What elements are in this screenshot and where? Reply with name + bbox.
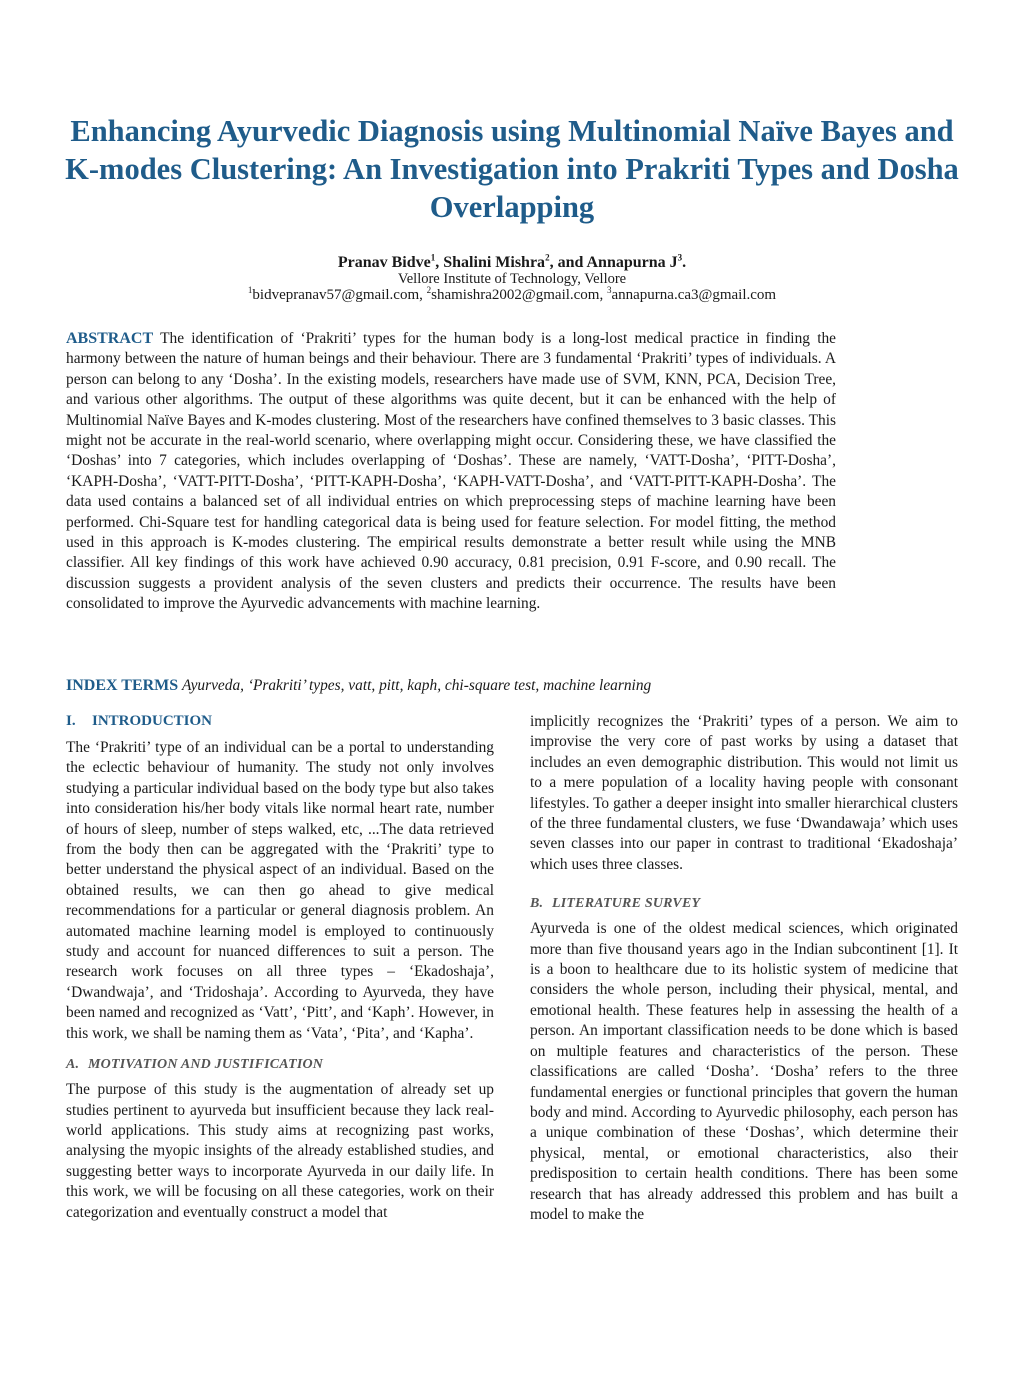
paper-title: Enhancing Ayurvedic Diagnosis using Multinomial Naïve Bayes and K-modes Clustering: An Investigation into Prakriti Types and Dosha Overlapping [65,114,959,224]
email-mark: 2 [426,285,432,295]
email-mark: 3 [606,285,612,295]
author-affiliation-mark: 2 [545,252,550,263]
right-column [530,712,958,1225]
literature-survey-paragraph: Ayurveda is one of the oldest medical sciences, which originated more than five thousand years ago in the Indian subcontinent [1]. It is a boon to healthcare due to its holistic system of medicine that considers the whole person, including their physical, mental, and emotional health. These features help in assessing the health of a person. An important classification needs to be done which is based on multiple features and characteristics of the person. These classifications are called ‘Dosha’. ‘Dosha’ refers to the three fundamental energies or functional principles that govern the human body and mind. According to Ayurvedic philosophy, each person has a unique combination of these ‘Doshas’, which determine their physical, mental, or emotional characteristics, also their predisposition to certain health conditions. There has been some research that has already addressed this problem and has built a model to make the [530,920,958,1223]
abstract [66,329,836,615]
subsection-number: A. [66,1057,80,1073]
motivation-paragraph-continued: implicitly recognizes the ‘Prakriti’ types of a person. We aim to improvise the very core of past works by using a dataset that includes an even demographic distribution. This would not limit us to a mere population of a locality having people with consonant lifestyles. To gather a deeper insight into smaller hierarchical clusters of the three fundamental clusters, we fuse ‘Dwandawaja’ which uses seven classes into our paper in contrast to traditional ‘Ekadoshaja’ which uses three classes. [530,713,958,873]
email-separator: , [599,287,607,303]
motivation-paragraph: The purpose of this study is the augmentation of already set up studies pertinent to ayurveda but insufficient because they lack real-world applications. This study aims at recognizing past works, analysing the myopic insights of the already established studies, and suggesting better ways to incorporate Ayurveda in our daily life. In this work, we will be focusing on all these categories, work on their categorization and eventually construct a model that [66,1081,494,1221]
author-list [60,253,964,273]
motivation-heading [66,1056,494,1074]
email-address: bidvepranav57@gmail.com [252,287,420,303]
author-separator: . [682,254,687,271]
introduction-paragraph: The ‘Prakriti’ type of an individual can be a portal to understanding the eclectic behaviour of humanity. The study not only involves studying a particular individual based on the body type but also takes into consideration his/her body vitals like normal heart rate, number of hours of sleep, number of steps walked, etc, ...The data retrieved from the body then can be aggregated with the ‘Prakriti’ type to better understand the physical aspect of an individual. Based on the obtained results, we can then go ahead to give medical recommendations for a particular or general diagnosis problem. An automated machine learning model is employed to continuously study and account for nuanced differences to suit a person. The research work focuses on all three types – ‘Ekadoshaja’, ‘Dwandwaja’, and ‘Tridoshaja’. According to Ayurveda, they have been named and recognized as ‘Vatt’, ‘Pitt’, and ‘Kaph’. However, in this work, we shall be naming them as ‘Vata’, ‘Pita’, and ‘Kapha’. [66,739,494,1042]
literature-survey-heading [530,895,958,913]
email-address: annapurna.ca3@gmail.com [611,287,777,303]
section-title: INTRODUCTION [92,713,213,729]
index-terms [66,676,836,696]
author-separator: , [435,254,444,271]
introduction-heading [66,712,494,730]
abstract-text: The identification of ‘Prakriti’ types for the human body is a long-lost medical practice in finding the harmony between the nature of human beings and their behaviour. There are 3 fundamental ‘Prakriti’ types of individuals. A person can belong to any ‘Dosha’. In the existing models, researchers have made use of SVM, KNN, PCA, Decision Tree, and various other algorithms. The output of these algorithms was quite decent, but it can be enhanced with the help of Multinomial Naïve Bayes and K-modes clustering. Most of the researchers have confined themselves to 3 basic classes. This might not be accurate in the real-world scenario, where overlapping might occur. Considering these, we have classified the ‘Doshas’ into 7 categories, which includes overlapping of ‘Doshas’. These are namely, ‘VATT-Dosha’, ‘PITT-Dosha’, ‘KAPH-Dosha’, ‘VATT-PITT-Dosha’, ‘PITT-KAPH-Dosha’, ‘KAPH-VATT-Dosha’, and ‘VATT-PITT-KAPH-Dosha’. The data used contains a balanced set of all individual entries on which preprocessing steps of machine learning have been performed. Chi-Square test for handling categorical data is being used for feature selection. For model fitting, the method used in this approach is K-modes clustering. The empirical results demonstrate a better result while using the MNB classifier. All key findings of this work have achieved 0.90 accuracy, 0.81 precision, 0.91 F-score, and 0.90 recall. The discussion suggests a provident analysis of the seven clusters and predicts their occurrence. The results have been consolidated to improve the Ayurvedic advancements with machine learning. [66,330,836,613]
subsection-title: MOTIVATION AND JUSTIFICATION [88,1057,324,1073]
subsection-number: B. [530,896,544,912]
author-name: Annapurna J [586,254,678,271]
index-terms-text: Ayurveda, ‘Prakriti’ types, vatt, pitt, kaph, chi-square test, machine learning [182,677,652,694]
email-list [60,286,964,304]
subsection-title: LITERATURE SURVEY [552,896,701,912]
affiliation: Vellore Institute of Technology, Vellore [397,271,627,287]
index-terms-heading: INDEX TERMS [66,677,179,694]
author-affiliation-mark: 1 [430,252,436,263]
email-mark: 1 [247,285,253,295]
author-name: Shalini Mishra [443,254,546,271]
author-separator: , and [549,254,587,271]
email-separator: , [419,287,427,303]
email-address: shamishra2002@gmail.com [431,287,600,303]
author-affiliation-mark: 3 [677,252,683,263]
author-name: Pranav Bidve [337,254,431,271]
left-column [66,712,494,1223]
section-number: I. [66,713,76,729]
abstract-heading: ABSTRACT [66,330,154,347]
